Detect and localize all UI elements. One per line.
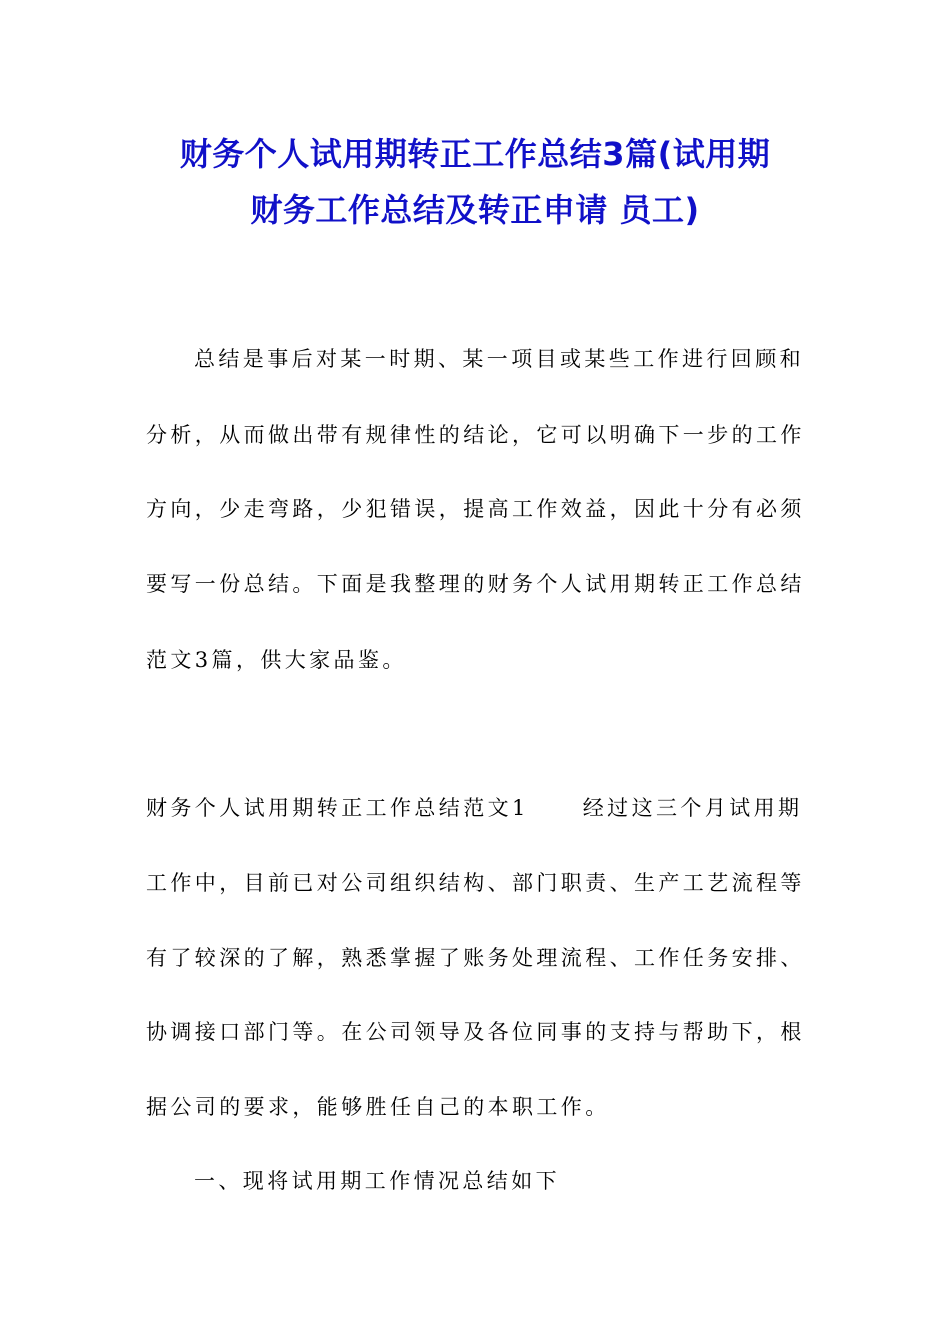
intro-line-5: 范文3篇，供大家品鉴。 [146, 648, 407, 672]
sample1-line-4: 协调接口部门等。在公司领导及各位同事的支持与帮助下，根 [146, 1020, 805, 1044]
sample1-line-3: 有了较深的了解，熟悉掌握了账务处理流程、工作任务安排、 [146, 946, 805, 970]
sample1-heading: 财务个人试用期转正工作总结范文1 [146, 796, 529, 820]
document-title-line-1: 财务个人试用期转正工作总结3篇(试用期 [179, 135, 771, 173]
document-title-line-2: 财务工作总结及转正申请 员工) [250, 191, 700, 229]
section-heading-1: 一、现将试用期工作情况总结如下 [194, 1169, 560, 1193]
intro-line-3: 方向，少走弯路，少犯错误，提高工作效益，因此十分有必须 [146, 497, 805, 521]
sample1-first-line [146, 793, 806, 823]
sample1-line-2: 工作中，目前已对公司组织结构、部门职责、生产工艺流程等 [146, 871, 805, 895]
sample1-line-5: 据公司的要求，能够胜任自己的本职工作。 [146, 1095, 610, 1119]
sample1-text-start: 经过这三个月试用期 [582, 796, 803, 820]
intro-line-1: 总结是事后对某一时期、某一项目或某些工作进行回顾和 [194, 347, 804, 371]
intro-line-2: 分析，从而做出带有规律性的结论，它可以明确下一步的工作 [146, 423, 805, 447]
intro-line-4: 要写一份总结。下面是我整理的财务个人试用期转正工作总结 [146, 572, 805, 596]
